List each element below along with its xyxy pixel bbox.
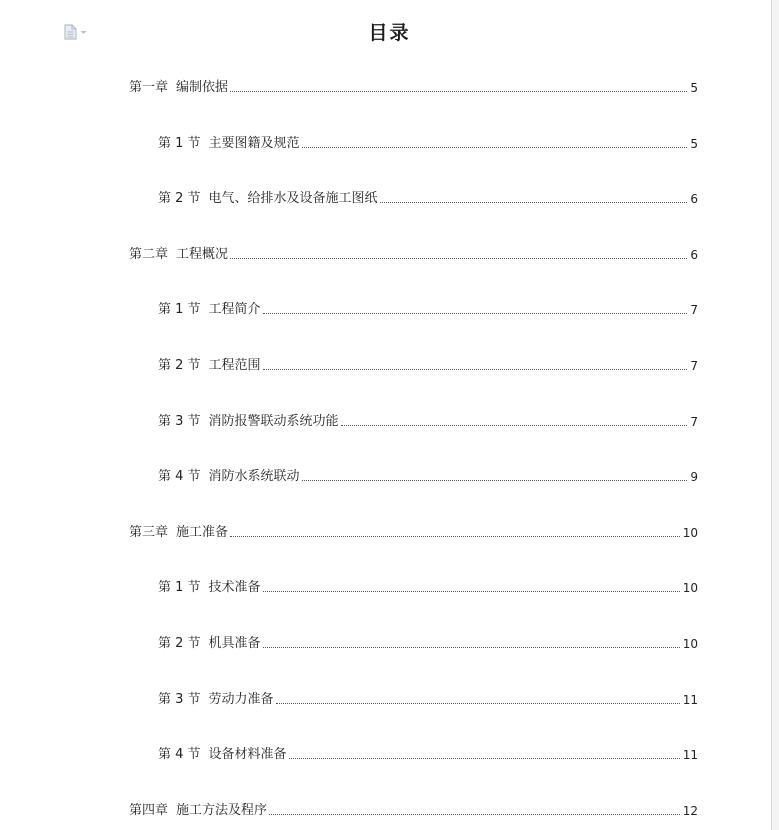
toc-entry-number: 第 4 节 bbox=[158, 469, 201, 484]
toc-entry-number: 第 1 节 bbox=[158, 136, 201, 151]
dot-leader bbox=[230, 90, 687, 92]
toc-entry-page-number: 10 bbox=[682, 637, 698, 651]
toc-entry-number: 第 3 节 bbox=[158, 414, 201, 429]
toc-entry-title: 消防报警联动系统功能 bbox=[208, 414, 339, 429]
toc-section-entry[interactable] bbox=[158, 412, 698, 430]
dot-leader bbox=[302, 146, 688, 148]
toc-entry-label bbox=[158, 636, 261, 652]
toc-entry-title: 消防水系统联动 bbox=[208, 469, 300, 484]
toc-chapter-entry[interactable] bbox=[129, 78, 698, 96]
toc-entry-title: 设备材料准备 bbox=[208, 747, 287, 762]
toc-entry-title: 工程概况 bbox=[176, 247, 229, 262]
toc-entry-number: 第一章 bbox=[129, 80, 169, 95]
toc-entry-page-number: 6 bbox=[690, 248, 698, 262]
toc-chapter-entry[interactable] bbox=[129, 523, 698, 541]
dot-leader bbox=[289, 757, 680, 759]
toc-section-entry[interactable] bbox=[158, 578, 698, 596]
toc-entry-page-number: 12 bbox=[682, 804, 698, 818]
dot-leader bbox=[263, 646, 680, 648]
dot-leader bbox=[263, 312, 688, 314]
toc-entry-number: 第三章 bbox=[129, 525, 169, 540]
toc-entry-number: 第四章 bbox=[129, 803, 169, 818]
toc-entry-label bbox=[158, 191, 378, 207]
toc-entry-title: 机具准备 bbox=[208, 636, 261, 651]
dot-leader bbox=[276, 702, 680, 704]
toc-entry-label bbox=[158, 747, 287, 763]
toc-entry-label bbox=[129, 247, 228, 263]
toc-entry-page-number: 7 bbox=[690, 359, 698, 373]
toc-section-entry[interactable] bbox=[158, 634, 698, 652]
toc-entry-label bbox=[158, 469, 300, 485]
toc-entry-title: 施工准备 bbox=[176, 525, 229, 540]
toc-entry-page-number: 10 bbox=[682, 526, 698, 540]
dot-leader bbox=[341, 424, 688, 426]
toc-entry-page-number: 6 bbox=[690, 192, 698, 206]
toc-entry-number: 第 2 节 bbox=[158, 358, 201, 373]
toc-entry-label bbox=[158, 136, 300, 152]
toc-entry-number: 第 1 节 bbox=[158, 302, 201, 317]
toc-entry-page-number: 10 bbox=[682, 581, 698, 595]
toc-entry-page-number: 5 bbox=[690, 137, 698, 151]
toc-chapter-entry[interactable] bbox=[129, 245, 698, 263]
toc-entry-page-number: 7 bbox=[690, 303, 698, 317]
dot-leader bbox=[230, 257, 687, 259]
toc-entry-title: 编制依据 bbox=[176, 80, 229, 95]
toc-entry-title: 施工方法及程序 bbox=[176, 803, 268, 818]
toc-section-entry[interactable] bbox=[158, 690, 698, 708]
dot-leader bbox=[380, 201, 688, 203]
toc-entry-page-number: 11 bbox=[682, 748, 698, 762]
toc-entry-title: 电气、给排水及设备施工图纸 bbox=[208, 191, 378, 206]
dot-leader bbox=[302, 479, 688, 481]
toc-entry-number: 第 2 节 bbox=[158, 191, 201, 206]
toc-section-entry[interactable] bbox=[158, 300, 698, 318]
toc-entry-label bbox=[158, 580, 261, 596]
toc-entry-title: 技术准备 bbox=[208, 580, 261, 595]
toc-entry-title: 工程范围 bbox=[208, 358, 261, 373]
toc-entry-number: 第 4 节 bbox=[158, 747, 201, 762]
toc-section-entry[interactable] bbox=[158, 189, 698, 207]
toc-entry-label bbox=[129, 80, 228, 96]
toc-entry-page-number: 9 bbox=[690, 470, 698, 484]
toc-entry-number: 第 2 节 bbox=[158, 636, 201, 651]
dot-leader bbox=[263, 590, 680, 592]
toc-section-entry[interactable] bbox=[158, 467, 698, 485]
toc-entry-title: 劳动力准备 bbox=[208, 692, 274, 707]
toc-entry-number: 第二章 bbox=[129, 247, 169, 262]
toc-entry-label bbox=[129, 803, 267, 819]
toc-section-entry[interactable] bbox=[158, 356, 698, 374]
dot-leader bbox=[263, 368, 688, 370]
toc-section-entry[interactable] bbox=[158, 134, 698, 152]
toc-entry-label bbox=[158, 414, 339, 430]
toc-title: 目录 bbox=[368, 22, 411, 44]
toc-entry-label bbox=[158, 358, 261, 374]
toc-entry-page-number: 11 bbox=[682, 693, 698, 707]
toc-entry-number: 第 1 节 bbox=[158, 580, 201, 595]
toc-entry-number: 第 3 节 bbox=[158, 692, 201, 707]
toc-entry-page-number: 5 bbox=[690, 81, 698, 95]
toc-entry-title: 工程简介 bbox=[208, 302, 261, 317]
toc-entry-label bbox=[158, 302, 261, 318]
toc-entry-label bbox=[158, 692, 274, 708]
dot-leader bbox=[230, 535, 680, 537]
toc-chapter-entry[interactable] bbox=[129, 801, 698, 819]
toc-entry-title: 主要图籍及规范 bbox=[208, 136, 300, 151]
toc-section-entry[interactable] bbox=[158, 745, 698, 763]
toc-entry-label bbox=[129, 525, 228, 541]
toc-entry-page-number: 7 bbox=[690, 415, 698, 429]
dot-leader bbox=[269, 813, 680, 815]
